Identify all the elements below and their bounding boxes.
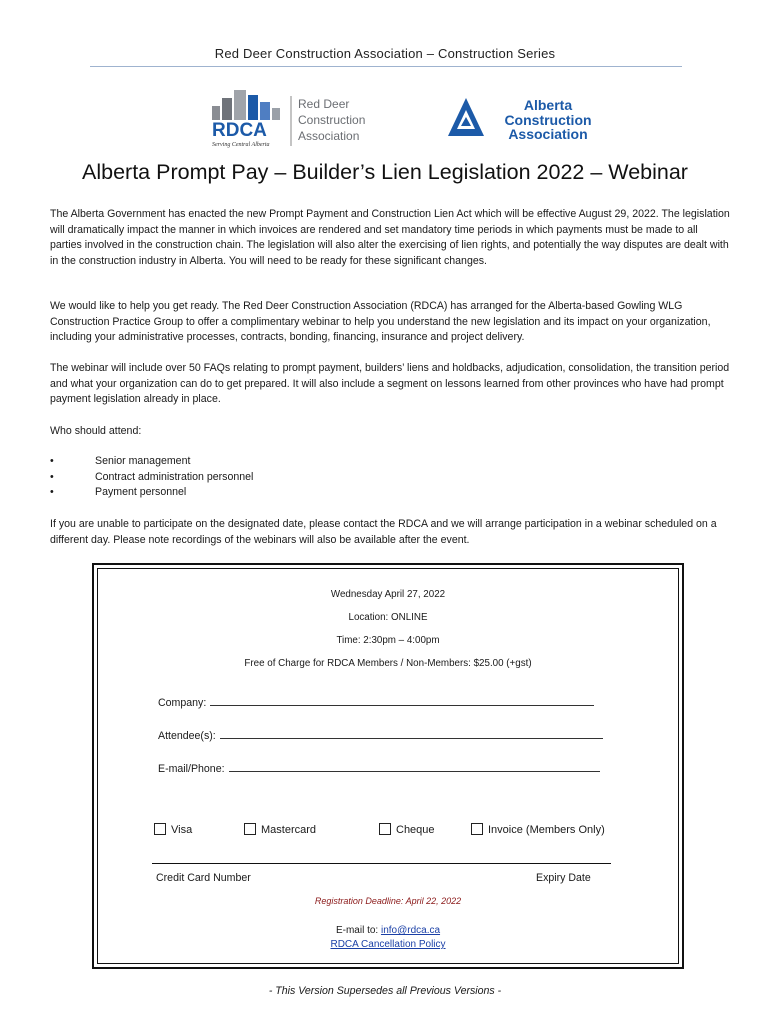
rdca-name-2: Construction [298,113,366,127]
credit-card-input[interactable] [152,863,611,864]
aca-name-3: Association [508,126,588,142]
registration-form [92,563,684,969]
rdca-logo [208,86,373,148]
registration-deadline: Registration Deadline: April 22, 2022 [314,896,462,906]
list-item: • Senior management [50,454,253,470]
company-input[interactable] [210,696,594,706]
aca-logo [446,96,616,142]
event-fee: Free of Charge for RDCA Members / Non-Members: $25.00 (+gst) [244,658,532,669]
event-location: Location: ONLINE [348,612,428,623]
email-prefix: E-mail to: [335,925,379,936]
email-phone-field[interactable] [158,762,600,775]
attendees-field[interactable] [158,729,603,742]
expiry-label: Expiry Date [536,872,591,884]
visa-option[interactable]: Visa [154,823,192,836]
company-label: Company: [158,697,207,709]
rdca-abbr: RDCA [212,120,267,141]
rdca-building-icon [212,90,280,120]
registration-form-inner [97,568,679,964]
alternate-date-paragraph: If you are unable to participate on the designated date, please contact the RDCA and we will arrange participation in a webinar scheduled on a different day. Please note recordings of the webinars will also be available after the event. [50,518,717,546]
cheque-option[interactable]: Cheque [379,823,435,836]
webinar-paragraph: The webinar will include over 50 FAQs relating to prompt payment, builders’ liens and holdbacks, adjudication, consolidation, the transition period and what your organization can do to get prepared. It will also include a segment on lessons learned from other provinces who have had prompt payment legislation already in place. [50,362,730,405]
checkbox-icon[interactable] [471,823,483,835]
email-link[interactable]: info@rdca.ca [380,925,441,936]
attendees-label: Attendee(s): [158,730,216,742]
attendees-input[interactable] [220,729,603,739]
bullet-icon: • [50,470,54,483]
version-footer: - This Version Supersedes all Previous Versions - [268,985,502,997]
aca-triangle-icon [448,98,484,136]
help-paragraph: We would like to help you get ready. The Red Deer Construction Association (RDCA) has arranged for the Alberta-based Gowling WLG Construction Practice Group to offer a complimentary webinar to help you understand the new legislation and its impact on your organization, including your administrative processes, contracts, bonding, financing, insurance and project delivery. [50,300,711,343]
email-phone-input[interactable] [229,762,600,772]
credit-card-label: Credit Card Number [156,872,251,884]
page-title: Alberta Prompt Pay – Builder’s Lien Legislation 2022 – Webinar [82,160,688,184]
attendee-list [50,454,253,501]
list-item: • Contract administration personnel [50,470,253,486]
aca-name-1: Alberta [523,97,573,113]
mastercard-option[interactable]: Mastercard [244,823,316,836]
bullet-icon: • [50,455,54,467]
who-should-attend: Who should attend: [50,425,142,437]
cancellation-policy-link[interactable]: RDCA Cancellation Policy [330,939,446,950]
email-line [98,925,678,936]
rdca-name-1: Red Deer [298,97,350,111]
checkbox-icon[interactable] [244,823,256,835]
list-item: • Payment personnel [50,485,253,501]
event-date: Wednesday April 27, 2022 [330,589,446,600]
event-time: Time: 2:30pm – 4:00pm [336,635,440,646]
invoice-option[interactable]: Invoice (Members Only) [471,823,605,836]
checkbox-icon[interactable] [154,823,166,835]
bullet-icon: • [50,486,54,498]
rdca-name-3: Association [298,129,360,143]
policy-line [98,939,678,950]
header-divider [90,66,682,67]
email-phone-label: E-mail/Phone: [158,763,225,775]
company-field[interactable] [158,696,594,709]
rdca-tagline: Serving Central Alberta [212,142,270,148]
checkbox-icon[interactable] [379,823,391,835]
series-header: Red Deer Construction Association – Construction Series [214,46,556,61]
intro-paragraph: The Alberta Government has enacted the new Prompt Payment and Construction Lien Act which will be effective August 29, 2022. The legislation will dramatically impact the manner in which invoices are rendered and set mandatory time periods in which payments must be made to all parties involved in the construction chain. The legislation will also alter the exercising of lien rights, and potentially the way disputes are dealt with in the construction industry in Alberta. You will need to be ready for these significant changes. [50,208,730,267]
aca-name-2: Construction [504,112,592,128]
